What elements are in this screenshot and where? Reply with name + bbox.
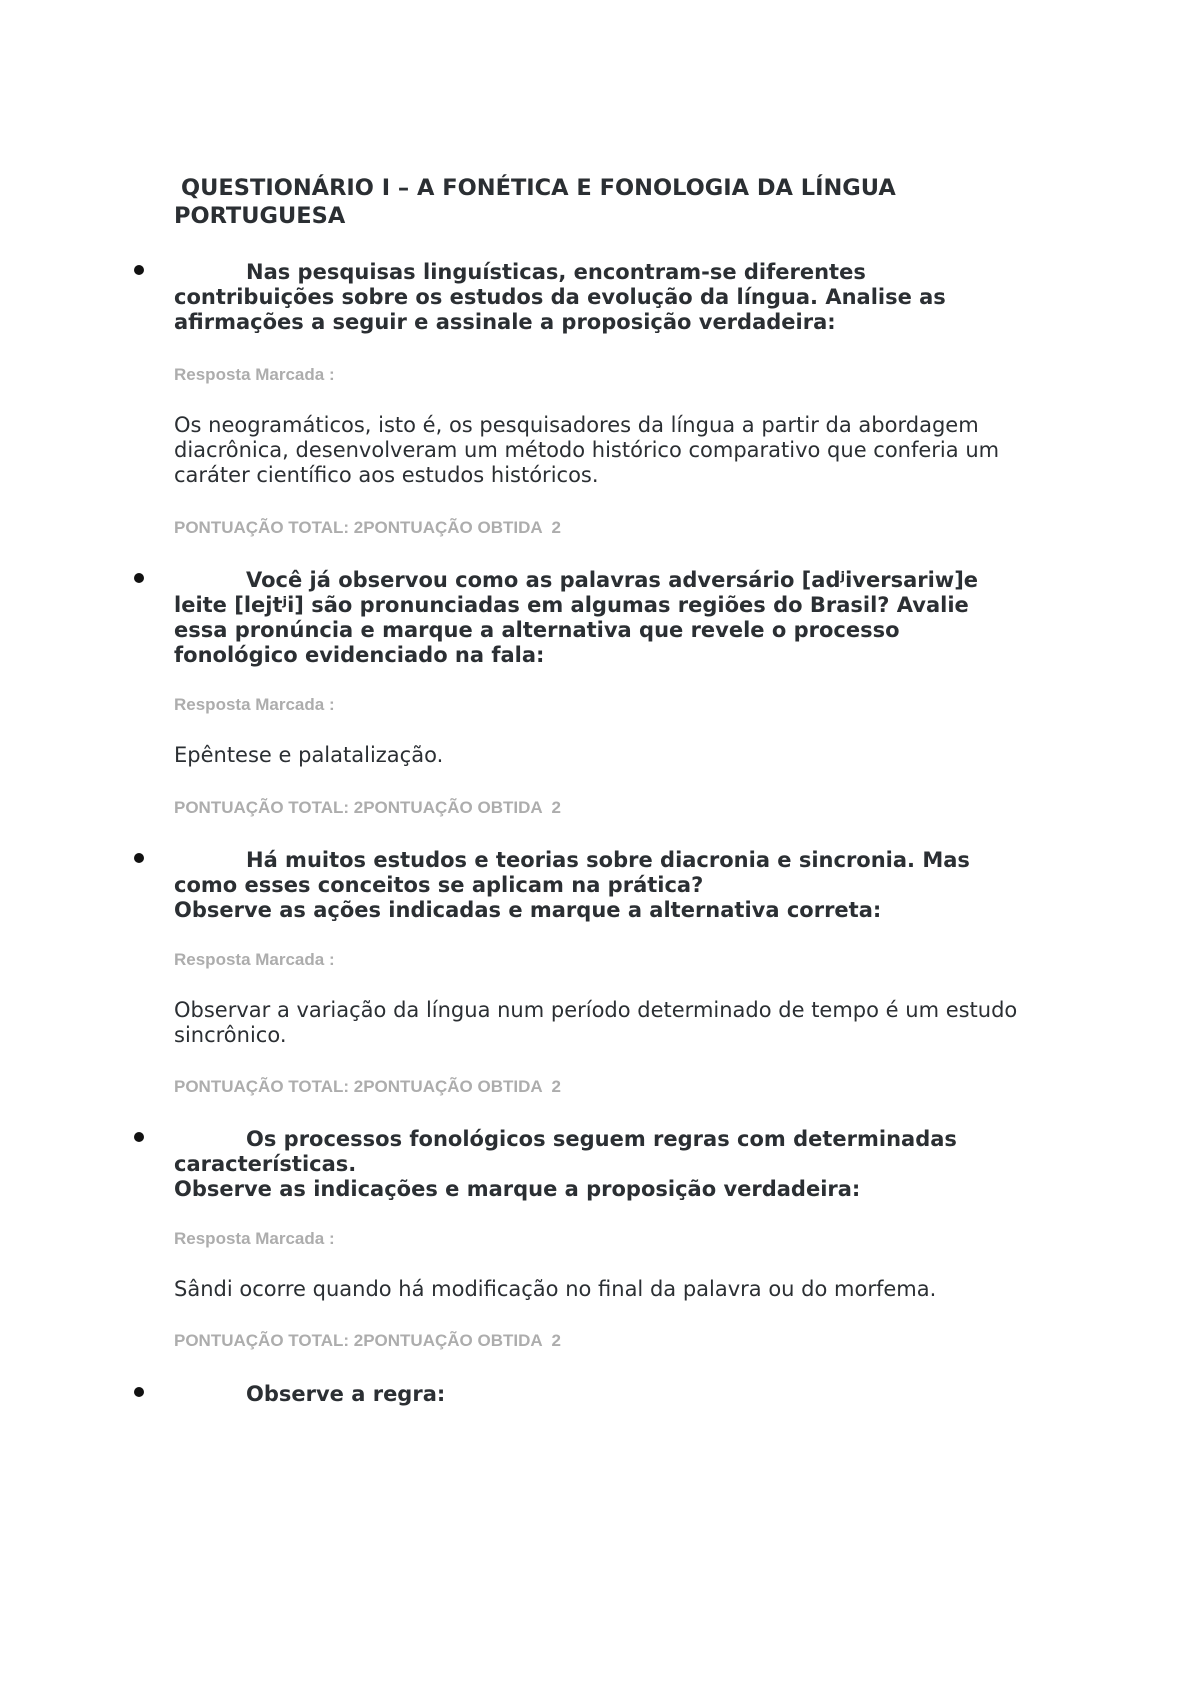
answer-text xyxy=(174,413,1054,488)
question-text xyxy=(174,848,1034,923)
question-line: fonológico evidenciado na fala: xyxy=(174,643,545,667)
question-line: Nas pesquisas linguísticas, encontram-se diferentes xyxy=(246,260,866,284)
answer-text xyxy=(174,743,1054,768)
answer-line: sincrônico. xyxy=(174,1023,287,1047)
question-text xyxy=(174,260,1034,335)
bullet-icon xyxy=(134,1132,144,1142)
bullet-icon xyxy=(134,573,144,583)
answer-line: Epêntese e palatalização. xyxy=(174,743,444,767)
title-line-2: PORTUGUESA xyxy=(174,203,346,229)
bullet-icon xyxy=(134,265,144,275)
answer-line: Sândi ocorre quando há modificação no final da palavra ou do morfema. xyxy=(174,1277,937,1301)
question-text xyxy=(174,1382,1034,1407)
question-line: Observe a regra: xyxy=(246,1382,446,1406)
answer-line: caráter científico aos estudos históricos. xyxy=(174,463,599,487)
question-line: Observe as indicações e marque a proposição verdadeira: xyxy=(174,1177,861,1201)
answer-text xyxy=(174,1277,1054,1302)
score-text: PONTUAÇÃO TOTAL: 2PONTUAÇÃO OBTIDA 2 xyxy=(174,1077,561,1096)
question-line: essa pronúncia e marque a alternativa que revele o processo xyxy=(174,618,900,642)
answer-label: Resposta Marcada : xyxy=(174,695,335,714)
answer-label: Resposta Marcada : xyxy=(174,365,335,384)
score-text: PONTUAÇÃO TOTAL: 2PONTUAÇÃO OBTIDA 2 xyxy=(174,798,561,817)
answer-line: Os neogramáticos, isto é, os pesquisadores da língua a partir da abordagem xyxy=(174,413,979,437)
answer-line: Observar a variação da língua num período determinado de tempo é um estudo xyxy=(174,998,1018,1022)
question-line: leite [lejtʲi] são pronunciadas em algumas regiões do Brasil? Avalie xyxy=(174,593,969,617)
score-text: PONTUAÇÃO TOTAL: 2PONTUAÇÃO OBTIDA 2 xyxy=(174,1331,561,1350)
question-text xyxy=(174,568,1034,668)
document-title xyxy=(174,174,994,230)
bullet-icon xyxy=(134,1387,144,1397)
bullet-icon xyxy=(134,853,144,863)
answer-line: diacrônica, desenvolveram um método histórico comparativo que conferia um xyxy=(174,438,1000,462)
question-line: características. xyxy=(174,1152,357,1176)
question-line: afirmações a seguir e assinale a proposição verdadeira: xyxy=(174,310,836,334)
answer-text xyxy=(174,998,1054,1048)
question-line: Há muitos estudos e teorias sobre diacronia e sincronia. Mas xyxy=(246,848,970,872)
question-line: Você já observou como as palavras adversário [adʲiversariw]e xyxy=(246,568,979,592)
question-line: Os processos fonológicos seguem regras com determinadas xyxy=(246,1127,957,1151)
question-line: Observe as ações indicadas e marque a alternativa correta: xyxy=(174,898,882,922)
title-line-1: QUESTIONÁRIO I – A FONÉTICA E FONOLOGIA DA LÍNGUA xyxy=(181,175,896,201)
question-text xyxy=(174,1127,1034,1202)
answer-label: Resposta Marcada : xyxy=(174,1229,335,1248)
question-line: como esses conceitos se aplicam na prática? xyxy=(174,873,704,897)
question-line: contribuições sobre os estudos da evolução da língua. Analise as xyxy=(174,285,946,309)
score-text: PONTUAÇÃO TOTAL: 2PONTUAÇÃO OBTIDA 2 xyxy=(174,518,561,537)
answer-label: Resposta Marcada : xyxy=(174,950,335,969)
